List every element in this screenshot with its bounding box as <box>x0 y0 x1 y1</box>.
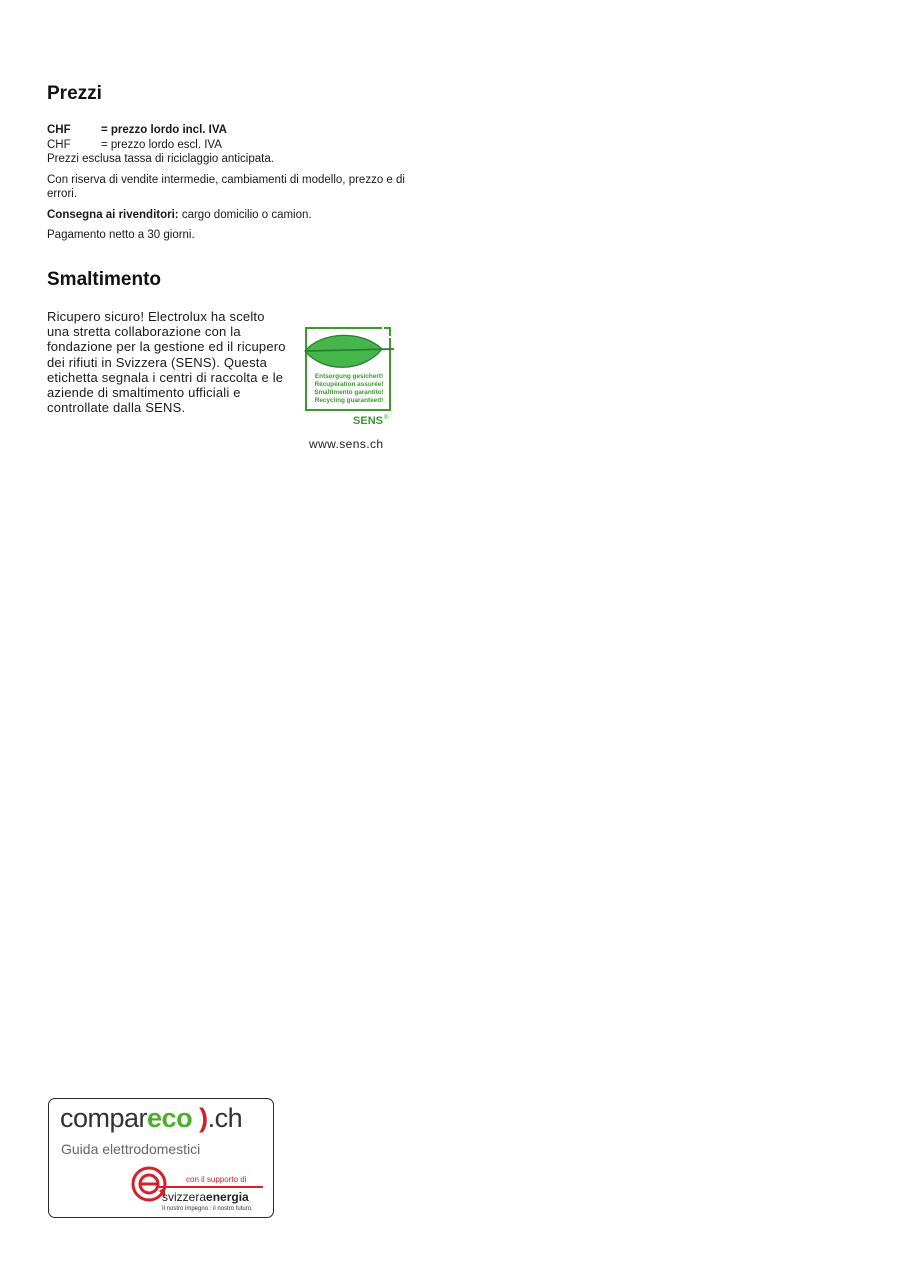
sens-logo <box>304 326 396 428</box>
sens-logo-line-4: Recycling guaranteed! <box>314 397 384 404</box>
price-line-incl <box>47 123 407 138</box>
smaltimento-heading: Smaltimento <box>47 269 162 290</box>
sens-url: www.sens.ch <box>309 437 384 451</box>
delivery-note <box>47 208 407 223</box>
payment-note: Pagamento netto a 30 giorni. <box>47 229 195 241</box>
partner-divider <box>159 1186 263 1188</box>
partner-part-a: svizzera <box>162 1190 207 1204</box>
brand-part: compar <box>60 1103 148 1133</box>
currency-code: CHF <box>47 138 71 151</box>
sens-logo-line-1: Entsorgung gesichert! <box>314 373 384 380</box>
price-desc: = prezzo lordo escl. IVA <box>101 138 222 151</box>
support-label: con il supporto di <box>186 1175 247 1184</box>
recycling-tax-note: Prezzi esclusa tassa di riciclaggio anticipata. <box>47 153 274 165</box>
sens-logo-line-3: Smaltimento garantito! <box>314 389 384 396</box>
leaf-icon <box>305 335 394 367</box>
sens-logo-line-2: Récupération assurée! <box>314 381 384 388</box>
compareco-guide: Guida elettrodomestici <box>61 1141 201 1157</box>
price-desc: = prezzo lordo incl. IVA <box>101 124 227 136</box>
prezzi-heading: Prezzi <box>47 83 102 104</box>
sens-logo-registered: ® <box>384 415 389 421</box>
delivery-text: cargo domicilio o camion. <box>178 208 312 221</box>
svizzera-energia-tagline: Il nostro impegno : il nostro futuro. <box>162 1206 253 1212</box>
partner-part-b: energia <box>206 1190 249 1204</box>
brand-eco: eco <box>147 1103 193 1133</box>
compareco-logo <box>60 1103 242 1134</box>
compareco-badge <box>48 1098 274 1218</box>
reserve-note: Con riserva di vendite intermedie, cambiamenti di modello, prezzo e di errori. <box>47 173 405 200</box>
disposal-text: Ricupero sicuro! Electrolux ha scelto una stretta collaborazione con la fondazione per la gestione ed il ricupero dei rifiuti in Svizzera (SENS). Questa etichetta segnala i centri di raccolta e le aziende di smaltimento ufficiali e controllate dalla SENS. <box>47 309 286 416</box>
brand-paren: ) <box>192 1103 208 1133</box>
currency-code: CHF <box>47 124 71 136</box>
svizzera-energia-name <box>162 1190 249 1204</box>
brand-domain: .ch <box>207 1103 243 1133</box>
price-info <box>47 123 407 243</box>
sens-logo-name: SENS <box>353 415 383 427</box>
price-line-excl <box>47 138 407 153</box>
delivery-label: Consegna ai rivenditori: <box>47 208 179 221</box>
